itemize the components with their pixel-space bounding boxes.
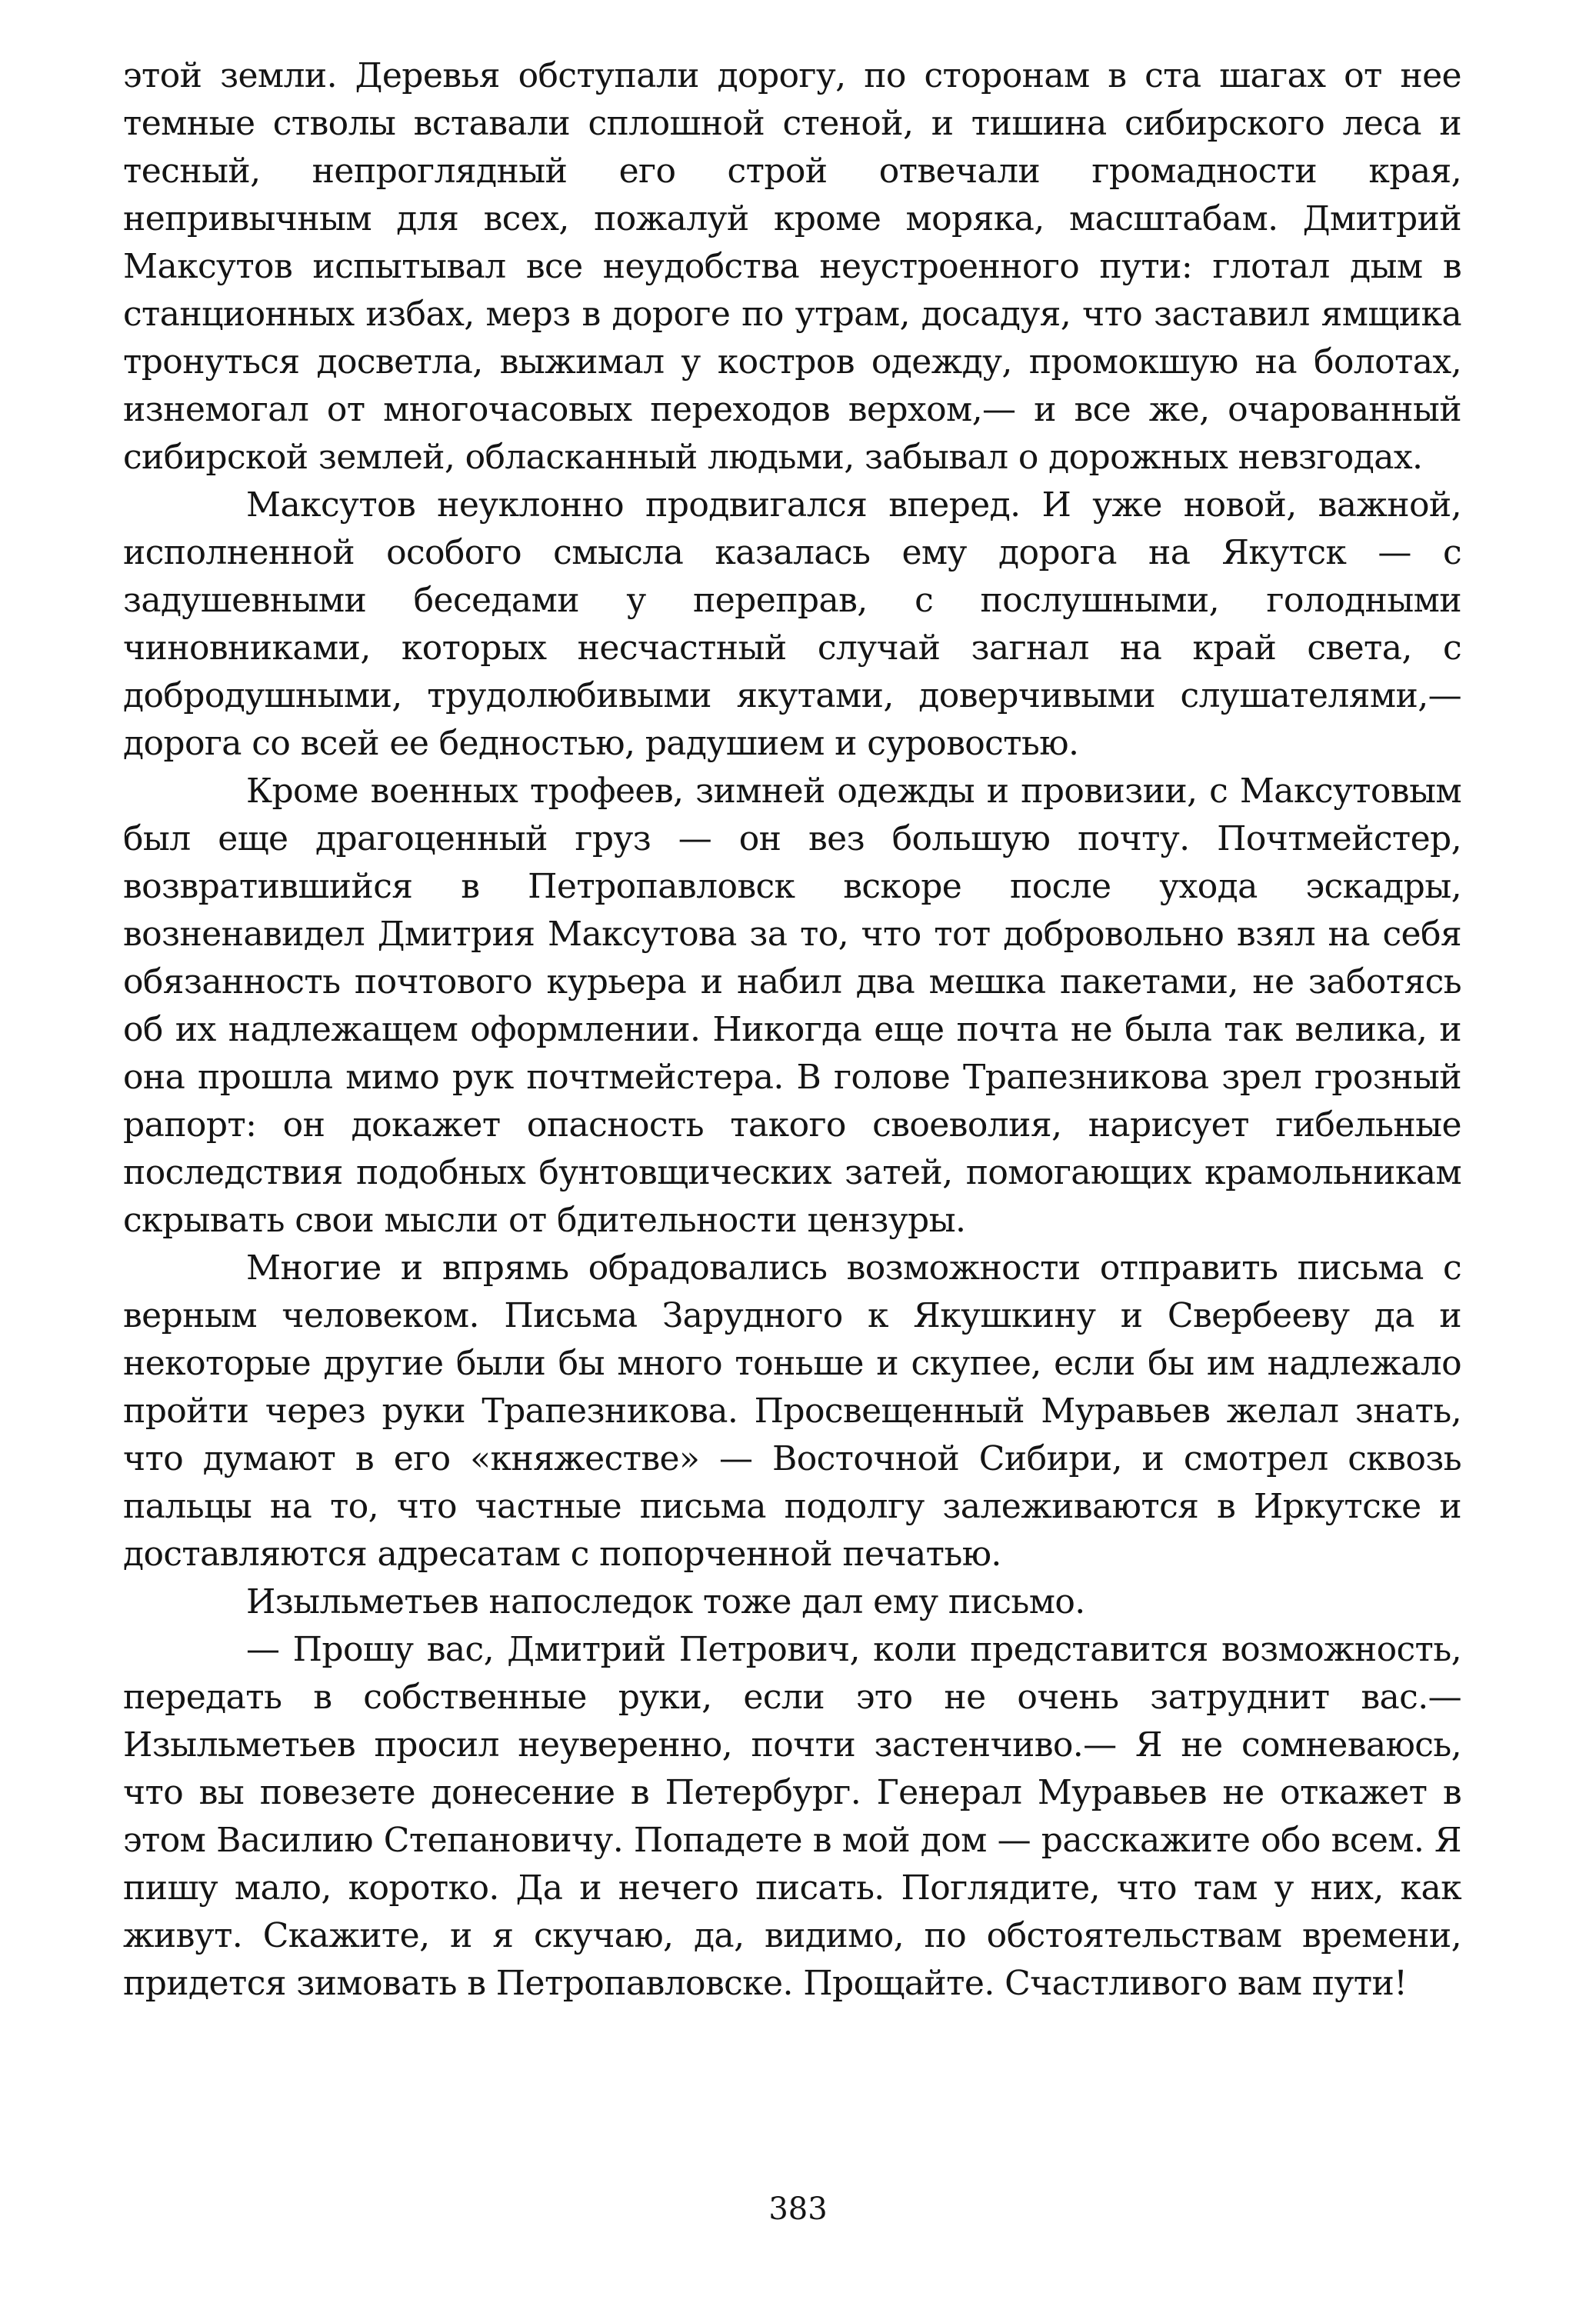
page-number: 383 xyxy=(768,2191,828,2227)
paragraph-1: этой земли. Деревья обступали дорогу, по сторонам в ста шагах от нее темные стволы вставали сплошной стеной, и тишина сибирского леса и тесный, непроглядный его строй отвечали громадности края, непривычным для всех, пожалуй кроме моряка, масштабам. Дмитрий Максутов испытывал все неудобства неустроенного пути: глотал дым в станционных избах, мерз в дороге по утрам, досадуя, что заставил ямщика тронуться досветла, выжимал у костров одежду, промокшую на болотах, изнемогал от многочасовых переходов верхом,— и все же, очарованный сибирской землей, обласканный людьми, забывал о дорожных невзгодах. xyxy=(123,56,1461,477)
paragraph-3: Кроме военных трофеев, зимней одежды и провизии, с Максутовым был еще драгоценный груз — он вез большую почту. Почтмейстер, возвратившийся в Петропавловск вскоре после ухода эскадры, возненавидел Дмитрия Максутова за то, что тот добровольно взял на себя обязанность почтового курьера и набил два мешка пакетами, не заботясь об их надлежащем оформлении. Никогда еще почта не была так велика, и она прошла мимо рук почтмейстера. В голове Трапезникова зрел грозный рапорт: он докажет опасность такого своеволия, нарисует гибельные последствия подобных бунтовщических затей, помогающих крамольникам скрывать свои мысли от бдительности цензуры. xyxy=(123,772,1461,1240)
body-text xyxy=(123,52,1461,2008)
paragraph-4: Многие и впрямь обрадовались возможности отправить письма с верным человеком. Письма Зарудного к Якушкину и Свербееву да и некоторые другие были бы много тоньше и скупее, если бы им надлежало пройти через руки Трапезникова. Просвещенный Муравьев желал знать, что думают в его «княжестве» — Восточной Сибири, и смотрел сквозь пальцы на то, что частные письма подолгу залеживаются в Иркутске и доставляются адресатам с попорченной печатью. xyxy=(123,1248,1461,1574)
paragraph-2: Максутов неуклонно продвигался вперед. И уже новой, важной, исполненной особого смысла казалась ему дорога на Якутск — с задушевными беседами у переправ, с послушными, голодными чиновниками, которых несчастный случай загнал на край света, с добродушными, трудолюбивыми якутами, доверчивыми слушателями,— дорога со всей ее бедностью, радушием и суровостью. xyxy=(123,485,1461,763)
paragraph-6: — Прошу вас, Дмитрий Петрович, коли представится возможность, передать в собственные руки, если это не очень затруднит вас.— Изыльметьев просил неуверенно, почти застенчиво.— Я не сомневаюсь, что вы повезете донесение в Петербург. Генерал Муравьев не откажет в этом Василию Степановичу. Попадете в мой дом — расскажите обо всем. Я пишу мало, коротко. Да и нечего писать. Поглядите, что там у них, как живут. Скажите, и я скучаю, да, видимо, по обстоятельствам времени, придется зимовать в Петропавловске. Прощайте. Счастливого вам пути! xyxy=(123,1630,1461,2003)
paragraph-5: Изыльметьев напоследок тоже дал ему письмо. xyxy=(246,1582,1085,1621)
